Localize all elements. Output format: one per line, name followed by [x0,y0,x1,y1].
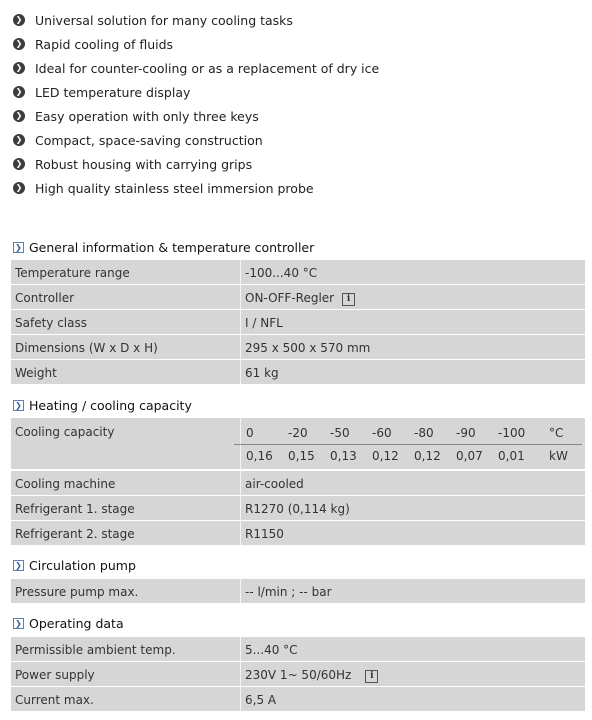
arrow-box-icon: ❯ [13,560,24,571]
temp-unit: °C [549,426,564,440]
feature-item [13,80,573,104]
row-label: Weight [15,366,57,380]
row-label: Dimensions (W x D x H) [15,341,158,355]
power-cell: 0,12 [372,449,399,463]
power-cell: 0,01 [498,449,525,463]
feature-text: Compact, space-saving construction [35,132,263,148]
row-value: 6,5 A [245,693,277,707]
power-cell: 0,13 [330,449,357,463]
feature-item [13,56,573,80]
row-label: Pressure pump max. [15,585,139,599]
feature-item [13,104,573,128]
table-row [11,310,585,335]
table-row [11,471,585,496]
feature-text: Robust housing with carrying grips [35,156,253,172]
table-row [11,335,585,360]
bullet-icon: ❯ [13,110,25,122]
table-row [11,662,585,687]
feature-item [13,152,573,176]
row-value: 5...40 °C [245,643,298,657]
temp-cell: -20 [288,426,308,440]
capacity-temperature-row [234,422,580,444]
info-icon[interactable]: i [342,293,355,306]
arrow-box-icon: ❯ [13,242,24,253]
temp-cell: -100 [498,426,526,440]
row-value: R1150 [245,527,284,541]
table-row [11,521,585,546]
row-label: Refrigerant 1. stage [15,502,135,516]
row-value: air-cooled [245,477,304,491]
capacity-power-row [234,445,580,467]
table-row [11,637,585,662]
row-value [245,291,355,306]
row-label: Temperature range [15,266,130,280]
row-label: Refrigerant 2. stage [15,527,135,541]
bullet-icon: ❯ [13,14,25,26]
row-label: Current max. [15,693,94,707]
row-value: R1270 (0,114 kg) [245,502,350,516]
section-title-operating[interactable] [13,612,124,634]
row-label: Power supply [15,668,95,682]
arrow-box-icon: ❯ [13,400,24,411]
section-title-heating[interactable] [13,394,192,416]
section-title-text: Heating / cooling capacity [29,397,192,413]
feature-list [13,8,573,200]
bullet-icon: ❯ [13,86,25,98]
power-cell: 0,16 [246,449,273,463]
feature-text: LED temperature display [35,84,191,100]
row-label: Permissible ambient temp. [15,643,176,657]
bullet-icon: ❯ [13,134,25,146]
row-value: 61 kg [245,366,279,380]
table-row [11,260,585,285]
arrow-box-icon: ❯ [13,618,24,629]
feature-item [13,128,573,152]
temp-cell: 0 [246,426,254,440]
section-title-text: Circulation pump [29,557,136,573]
temp-cell: -80 [414,426,434,440]
table-row [11,496,585,521]
section-title-text: General information & temperature controller [29,239,315,255]
row-label: Cooling machine [15,477,116,491]
power-cell: 0,12 [414,449,441,463]
row-value: 295 x 500 x 570 mm [245,341,371,355]
table-row [11,360,585,385]
section-title-text: Operating data [29,615,124,631]
bullet-icon: ❯ [13,62,25,74]
table-row [11,285,585,310]
feature-text: Easy operation with only three keys [35,108,259,124]
section-title-general[interactable] [13,236,314,258]
bullet-icon: ❯ [13,158,25,170]
row-value: -- l/min ; -- bar [245,585,332,599]
feature-text: Universal solution for many cooling tasks [35,12,293,28]
feature-text: Ideal for counter-cooling or as a replacement of dry ice [35,60,380,76]
power-supply-value: 230V 1~ 50/60Hz [245,668,352,682]
bullet-icon: ❯ [13,38,25,50]
feature-item [13,8,573,32]
table-row [11,579,585,604]
feature-item [13,32,573,56]
power-cell: 0,07 [456,449,483,463]
table-row [11,687,585,712]
row-value: -100...40 °C [245,266,318,280]
row-label: Safety class [15,316,87,330]
feature-text: Rapid cooling of fluids [35,36,174,52]
feature-item [13,176,573,200]
power-cell: 0,15 [288,449,315,463]
row-value: I / NFL [245,316,283,330]
power-unit: kW [549,449,568,463]
temp-cell: -50 [330,426,350,440]
info-icon[interactable]: i [365,670,378,683]
temp-cell: -60 [372,426,392,440]
row-value [245,668,378,683]
row-label: Cooling capacity [15,425,115,439]
temp-cell: -90 [456,426,476,440]
row-label: Controller [15,291,75,305]
feature-text: High quality stainless steel immersion probe [35,180,314,196]
bullet-icon: ❯ [13,182,25,194]
section-title-pump[interactable] [13,554,136,576]
controller-value: ON-OFF-Regler [245,291,335,305]
